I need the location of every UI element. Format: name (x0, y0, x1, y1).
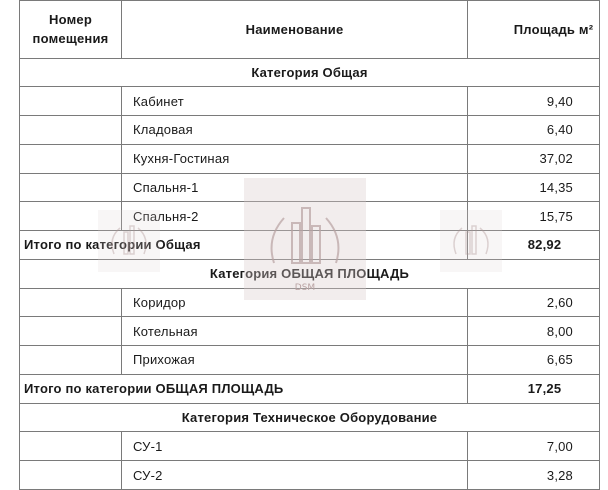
room-area-cell: 6,65 (468, 346, 600, 375)
room-number-cell (20, 346, 122, 375)
room-number-cell (20, 202, 122, 231)
room-area-cell: 14,35 (468, 173, 600, 202)
room-number-cell (20, 432, 122, 461)
category-label: Категория Техническое Оборудование (20, 403, 600, 432)
table-row (20, 202, 600, 231)
table-row (20, 144, 600, 173)
table-header-row (20, 1, 600, 59)
room-name-cell: Спальня-2 (122, 202, 468, 231)
table-row (20, 173, 600, 202)
category-row (20, 58, 600, 87)
room-number-cell (20, 288, 122, 317)
table-row (20, 346, 600, 375)
table-row (20, 87, 600, 116)
room-area-cell: 3,28 (468, 461, 600, 490)
table-row (20, 461, 600, 490)
room-name-cell: Спальня-1 (122, 173, 468, 202)
category-total-row (20, 231, 600, 260)
watermark-text: DSM (294, 283, 316, 293)
category-row (20, 259, 600, 288)
room-name-cell: Котельная (122, 317, 468, 346)
room-area-cell: 6,40 (468, 116, 600, 145)
header-area: Площадь м² (468, 1, 600, 59)
room-name-cell: СУ-1 (122, 432, 468, 461)
category-total-value: 17,25 (468, 374, 600, 403)
category-label: Категория ОБЩАЯ ПЛОЩАДЬ (20, 259, 600, 288)
header-name: Наименование (122, 1, 468, 59)
room-number-cell (20, 173, 122, 202)
category-total-label: Итого по категории Общая (20, 231, 468, 260)
category-total-label: Итого по категории ОБЩАЯ ПЛОЩАДЬ (20, 374, 468, 403)
room-number-cell (20, 116, 122, 145)
room-area-cell: 8,00 (468, 317, 600, 346)
table-row (20, 432, 600, 461)
room-number-cell (20, 87, 122, 116)
table-row (20, 116, 600, 145)
room-area-cell: 9,40 (468, 87, 600, 116)
category-total-row (20, 374, 600, 403)
category-total-value: 82,92 (468, 231, 600, 260)
room-name-cell: Кладовая (122, 116, 468, 145)
category-label: Категория Общая (20, 58, 600, 87)
room-area-cell: 15,75 (468, 202, 600, 231)
room-name-cell: Кухня-Гостиная (122, 144, 468, 173)
room-name-cell: СУ-2 (122, 461, 468, 490)
room-name-cell: Коридор (122, 288, 468, 317)
header-room-number: Номер помещения (20, 1, 122, 59)
room-area-cell: 7,00 (468, 432, 600, 461)
room-area-cell: 37,02 (468, 144, 600, 173)
table-row (20, 317, 600, 346)
room-number-cell (20, 144, 122, 173)
room-number-cell (20, 317, 122, 346)
room-area-cell: 2,60 (468, 288, 600, 317)
room-name-cell: Прихожая (122, 346, 468, 375)
room-name-cell: Кабинет (122, 87, 468, 116)
category-row (20, 403, 600, 432)
table-row (20, 288, 600, 317)
room-number-cell (20, 461, 122, 490)
room-area-table (19, 0, 600, 490)
